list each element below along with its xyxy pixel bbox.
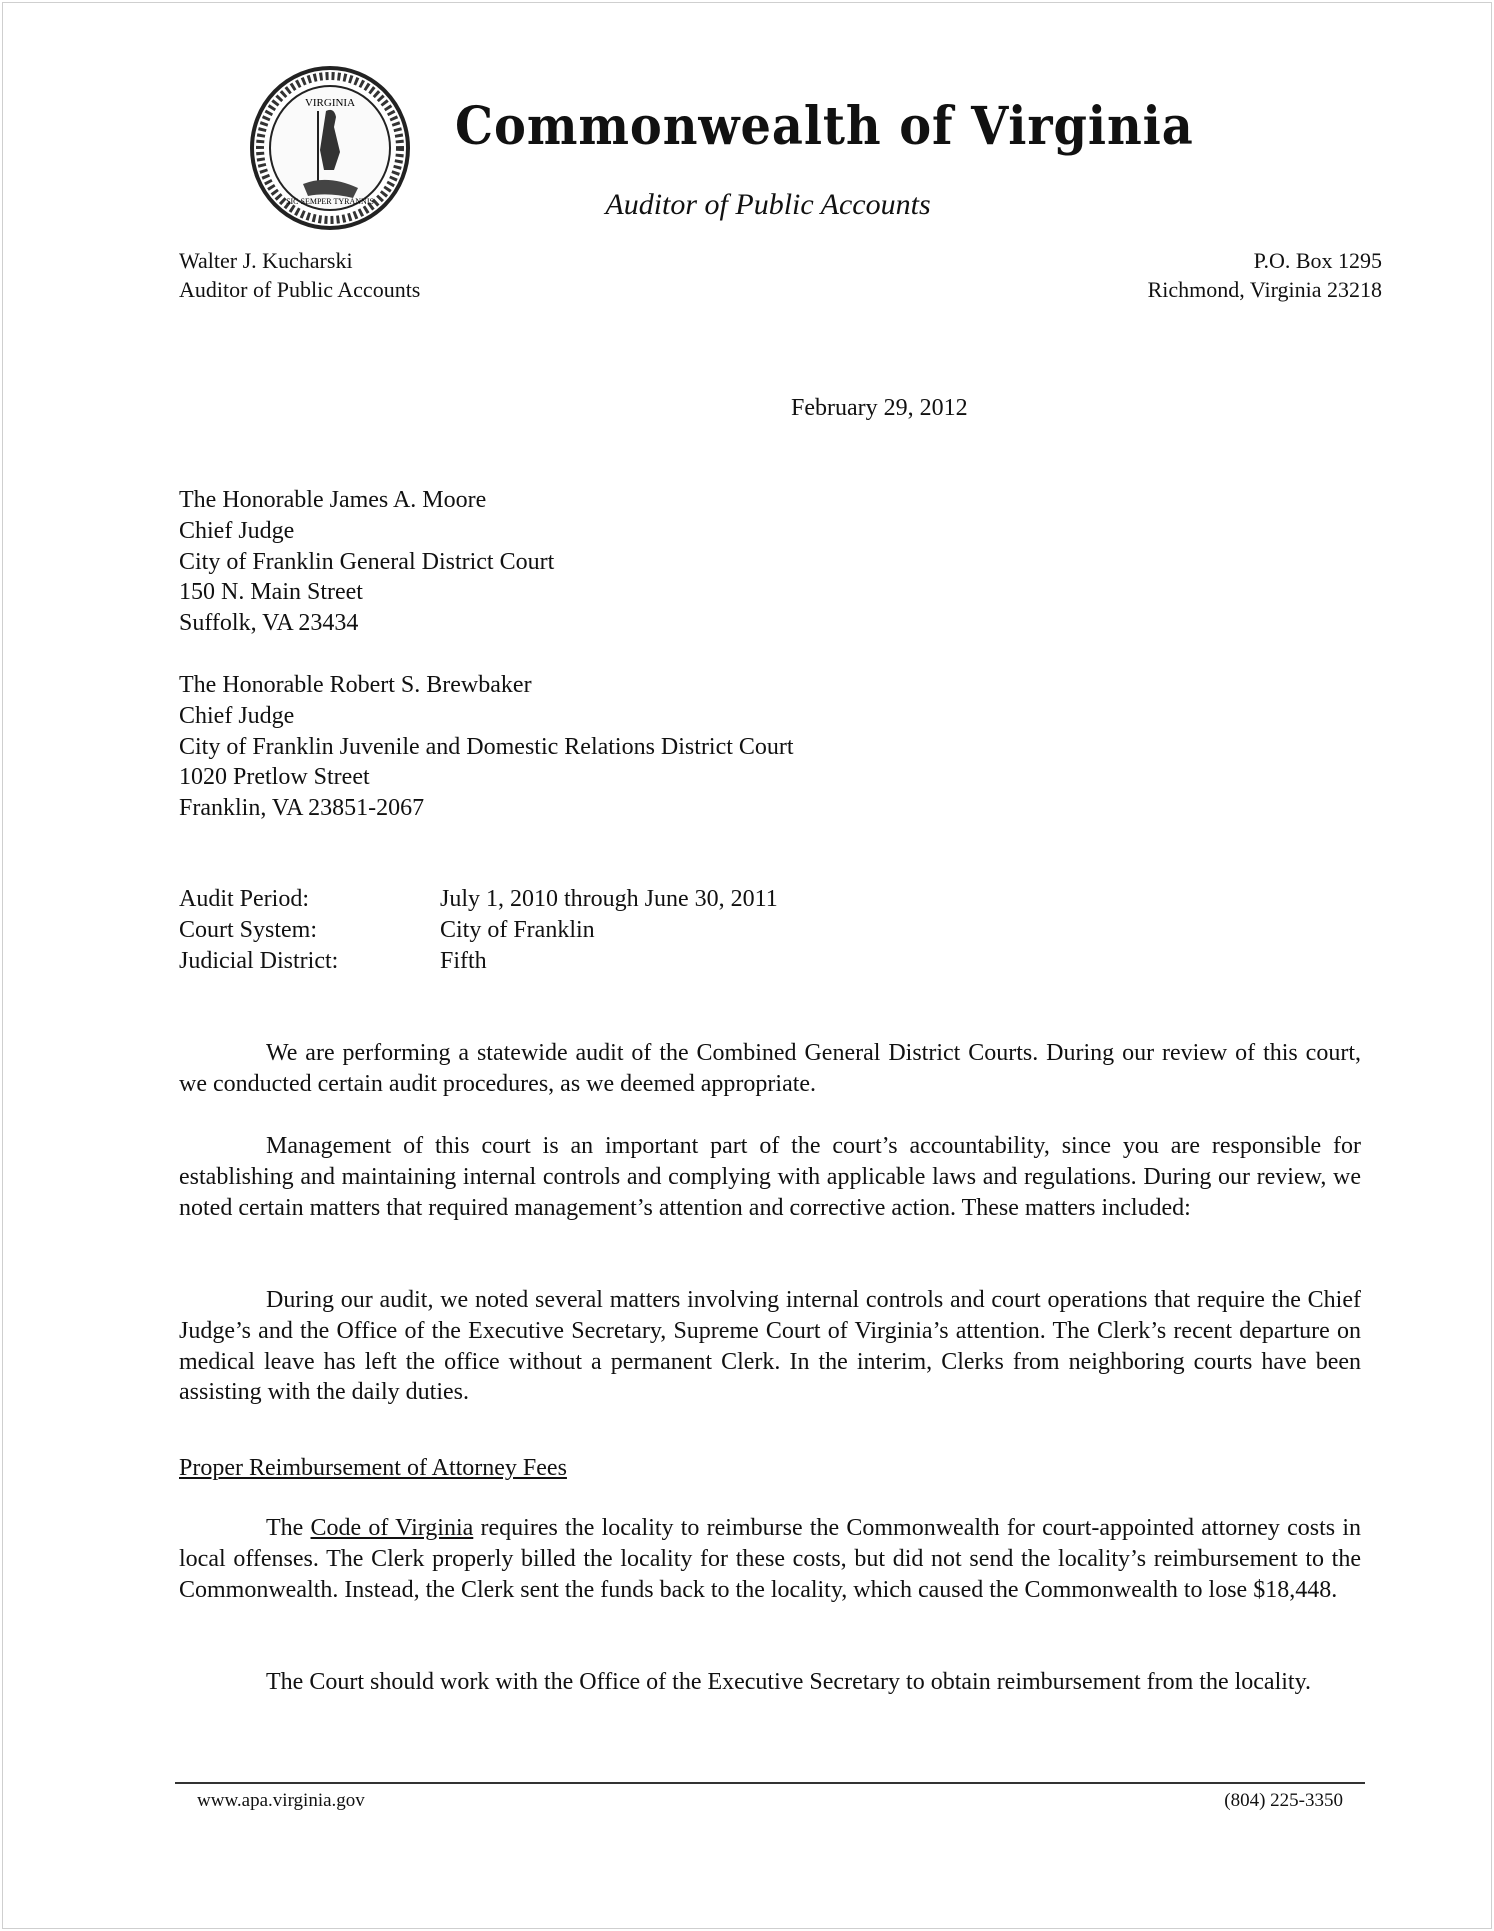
footer-website: www.apa.virginia.gov (197, 1790, 365, 1811)
letterhead-subtitle: Auditor of Public Accounts (605, 188, 931, 221)
recipient-2 (179, 670, 794, 824)
recipient-line: City of Franklin General District Court (179, 548, 555, 575)
paragraph-text: We are performing a statewide audit of the Combined General District Courts. During our review of this court, we conducted certain audit procedures, as we deemed appropriate. (179, 1040, 1361, 1097)
recipient-line: Suffolk, VA 23434 (179, 610, 359, 637)
paragraph-text: The Court should work with the Office of the Executive Secretary to obtain reimbursement from the locality. (266, 1669, 1312, 1695)
paragraph-4 (179, 1513, 1361, 1605)
footer-divider (175, 1782, 1365, 1784)
judicial-district-value: Fifth (440, 947, 487, 974)
svg-text:VIRGINIA: VIRGINIA (304, 97, 356, 109)
audit-info (179, 884, 778, 976)
court-system-value: City of Franklin (440, 916, 595, 943)
recipient-line: 150 N. Main Street (179, 579, 363, 606)
sender-title: Auditor of Public Accounts (179, 277, 421, 302)
paragraph-3 (179, 1285, 1361, 1408)
recipient-line: The Honorable Robert S. Brewbaker (179, 672, 532, 698)
court-system-label: Court System: (179, 916, 318, 943)
section-heading: Proper Reimbursement of Attorney Fees (179, 1455, 567, 1481)
sender-block (179, 246, 420, 304)
footer-phone: (804) 225-3350 (1224, 1790, 1343, 1811)
recipient-line: Chief Judge (179, 702, 295, 729)
svg-text:SIC SEMPER TYRANNIS: SIC SEMPER TYRANNIS (286, 197, 374, 206)
paragraph-text: Management of this court is an important part of the court’s accountability, since you are responsible for establishing and maintaining internal controls and complying with applicable laws and regulations. During our review, we noted certain matters that required management’s attention and corrective action. These matters included: (179, 1133, 1361, 1221)
po-box: P.O. Box 1295 (1253, 248, 1382, 273)
recipient-line: 1020 Pretlow Street (179, 764, 370, 791)
paragraph-1 (179, 1038, 1361, 1100)
paragraph-text: During our audit, we noted several matters involving internal controls and court operations that require the Chief Judge’s and the Office of the Executive Secretary, Supreme Court of Virginia’s attention. The Clerk’s recent departure on medical leave has left the office without a permanent Clerk. In the interim, Clerks from neighboring courts have been assisting with the daily duties. (179, 1287, 1361, 1406)
paragraph-5 (179, 1667, 1361, 1698)
recipient-line: Franklin, VA 23851-2067 (179, 795, 425, 822)
audit-period-value: July 1, 2010 through June 30, 2011 (440, 886, 778, 912)
recipient-1 (179, 485, 554, 639)
address-block (1148, 246, 1382, 304)
sender-name: Walter J. Kucharski (179, 248, 353, 273)
paragraph-text: The (266, 1515, 311, 1541)
city-state: Richmond, Virginia 23218 (1147, 277, 1382, 302)
judicial-district-label: Judicial District: (179, 947, 339, 974)
paragraph-2 (179, 1131, 1361, 1223)
audit-period-label: Audit Period: (179, 886, 309, 912)
recipient-line: Chief Judge (179, 517, 295, 544)
recipient-line: City of Franklin Juvenile and Domestic Relations District Court (179, 733, 794, 760)
paragraph-text: requires the locality to reimburse the Commonwealth for court-appointed attorney costs in local offenses. The Clerk properly billed the locality for these costs, but did not send the locality’s reimbursement to the Commonwealth. Instead, the Clerk sent the funds back to the locality, which caused the Commonwealth to lose $18,448. (179, 1515, 1362, 1603)
letter-date: February 29, 2012 (791, 395, 968, 421)
recipient-line: The Honorable James A. Moore (179, 487, 487, 513)
code-of-virginia-reference: Code of Virginia (310, 1515, 474, 1541)
letterhead-title: Commonwealth of Virginia (455, 96, 1194, 157)
